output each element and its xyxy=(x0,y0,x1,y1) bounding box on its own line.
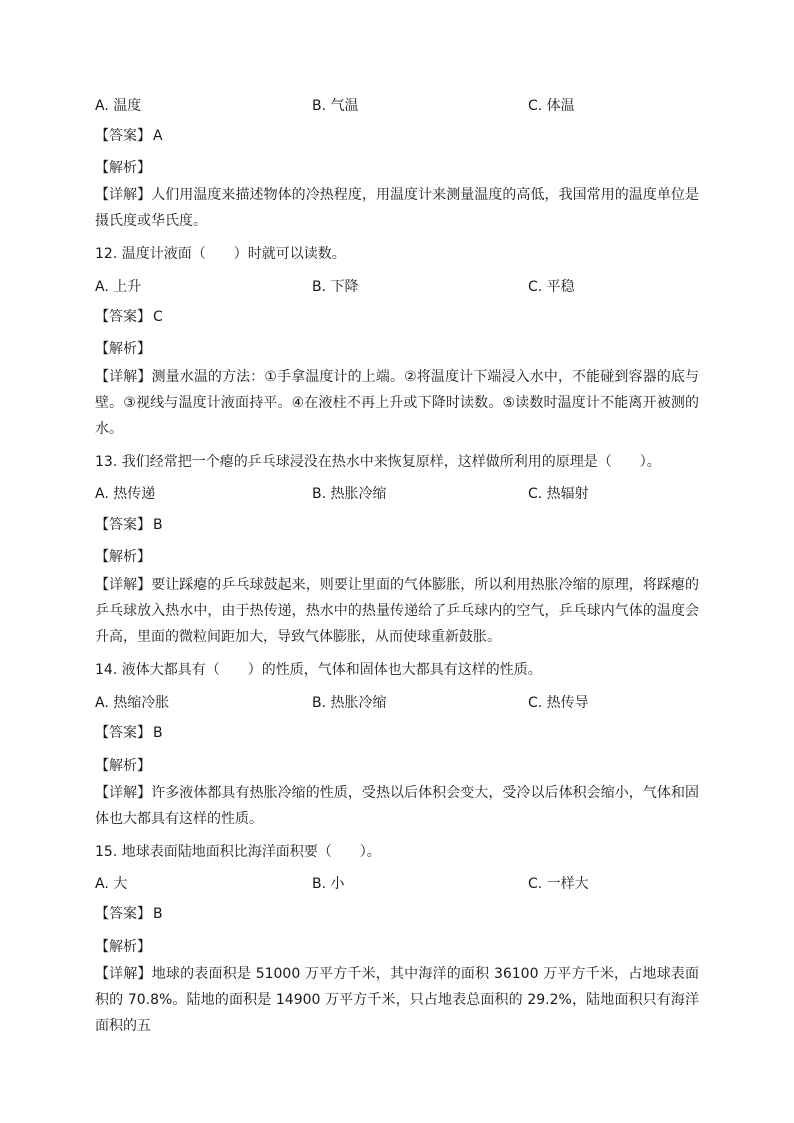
q15-option-a: A. 大 xyxy=(95,876,128,892)
q12-question: 12. 温度计液面（ ）时就可以读数。 xyxy=(95,246,346,262)
q13-answer xyxy=(95,515,163,535)
q12-option-b: B. 下降 xyxy=(312,279,359,295)
q14-answer xyxy=(95,723,163,743)
answer-tag: 【答案】 xyxy=(95,725,151,741)
answer-value: A xyxy=(153,128,163,144)
q14-option-c: C. 热传导 xyxy=(528,695,589,711)
answer-value: B xyxy=(153,517,163,533)
q12-detail: 【详解】测量水温的方法：①手拿温度计的上端。②将温度计下端浸入水中，不能碰到容器的底与壁。③视线与温度计液面持平。④在液柱不再上升或下降时读数。⑤读数时温度计不能离开被测的水。 xyxy=(95,369,699,437)
q12-analysis-tag: 【解析】 xyxy=(95,341,151,357)
q11-answer xyxy=(95,126,163,146)
q12-option-a: A. 上升 xyxy=(95,279,142,295)
q12-option-c: C. 平稳 xyxy=(528,279,575,295)
q14-analysis-tag: 【解析】 xyxy=(95,758,151,774)
q12-answer xyxy=(95,307,163,327)
q13-option-b: B. 热胀冷缩 xyxy=(312,486,387,502)
q11-detail: 【详解】人们用温度来描述物体的冷热程度，用温度计来测量温度的高低，我国常用的温度单位是摄氏度或华氏度。 xyxy=(95,187,699,229)
q15-answer xyxy=(95,904,163,924)
q13-option-c: C. 热辐射 xyxy=(528,486,589,502)
q15-option-b: B. 小 xyxy=(312,876,345,892)
q11-option-a: A. 温度 xyxy=(95,98,142,114)
q14-detail: 【详解】许多液体都具有热胀冷缩的性质，受热以后体积会变大，受冷以后体积会缩小，气体和固体也大都具有这样的性质。 xyxy=(95,785,699,827)
q11-option-c: C. 体温 xyxy=(528,98,575,114)
q15-detail: 【详解】地球的表面积是 51000 万平方千米，其中海洋的面积 36100 万平方千米，占地球表面积的 70.8%。陆地的面积是 14900 万平方千米，只占地表总面积的 29.2%，陆地面积只有海洋面积的五 xyxy=(95,966,699,1034)
answer-tag: 【答案】 xyxy=(95,906,151,922)
q11-analysis-tag: 【解析】 xyxy=(95,160,151,176)
q11-option-b: B. 气温 xyxy=(312,98,359,114)
q13-analysis-tag: 【解析】 xyxy=(95,549,151,565)
q13-option-a: A. 热传递 xyxy=(95,486,156,502)
q15-option-c: C. 一样大 xyxy=(528,876,589,892)
answer-value: B xyxy=(153,725,163,741)
q13-detail: 【详解】要让踩瘪的乒乓球鼓起来，则要让里面的气体膨胀，所以利用热胀冷缩的原理，将踩瘪的乒乓球放入热水中，由于热传递，热水中的热量传递给了乒乓球内的空气，乒乓球内气体的温度会升高，里面的微粒间距加大，导致气体膨胀，从而使球重新鼓胀。 xyxy=(95,577,699,645)
answer-value: C xyxy=(153,309,163,325)
answer-tag: 【答案】 xyxy=(95,128,151,144)
q15-question: 15. 地球表面陆地面积比海洋面积要（ ）。 xyxy=(95,844,381,860)
answer-value: B xyxy=(153,906,163,922)
answer-tag: 【答案】 xyxy=(95,517,151,533)
answer-tag: 【答案】 xyxy=(95,309,151,325)
q14-option-b: B. 热胀冷缩 xyxy=(312,695,387,711)
q15-analysis-tag: 【解析】 xyxy=(95,939,151,955)
q13-question: 13. 我们经常把一个瘪的乒乓球浸没在热水中来恢复原样，这样做所利用的原理是（ ）。 xyxy=(95,454,661,470)
q14-question: 14. 液体大都具有（ ）的性质，气体和固体也大都具有这样的性质。 xyxy=(95,662,542,678)
q14-option-a: A. 热缩冷胀 xyxy=(95,695,170,711)
